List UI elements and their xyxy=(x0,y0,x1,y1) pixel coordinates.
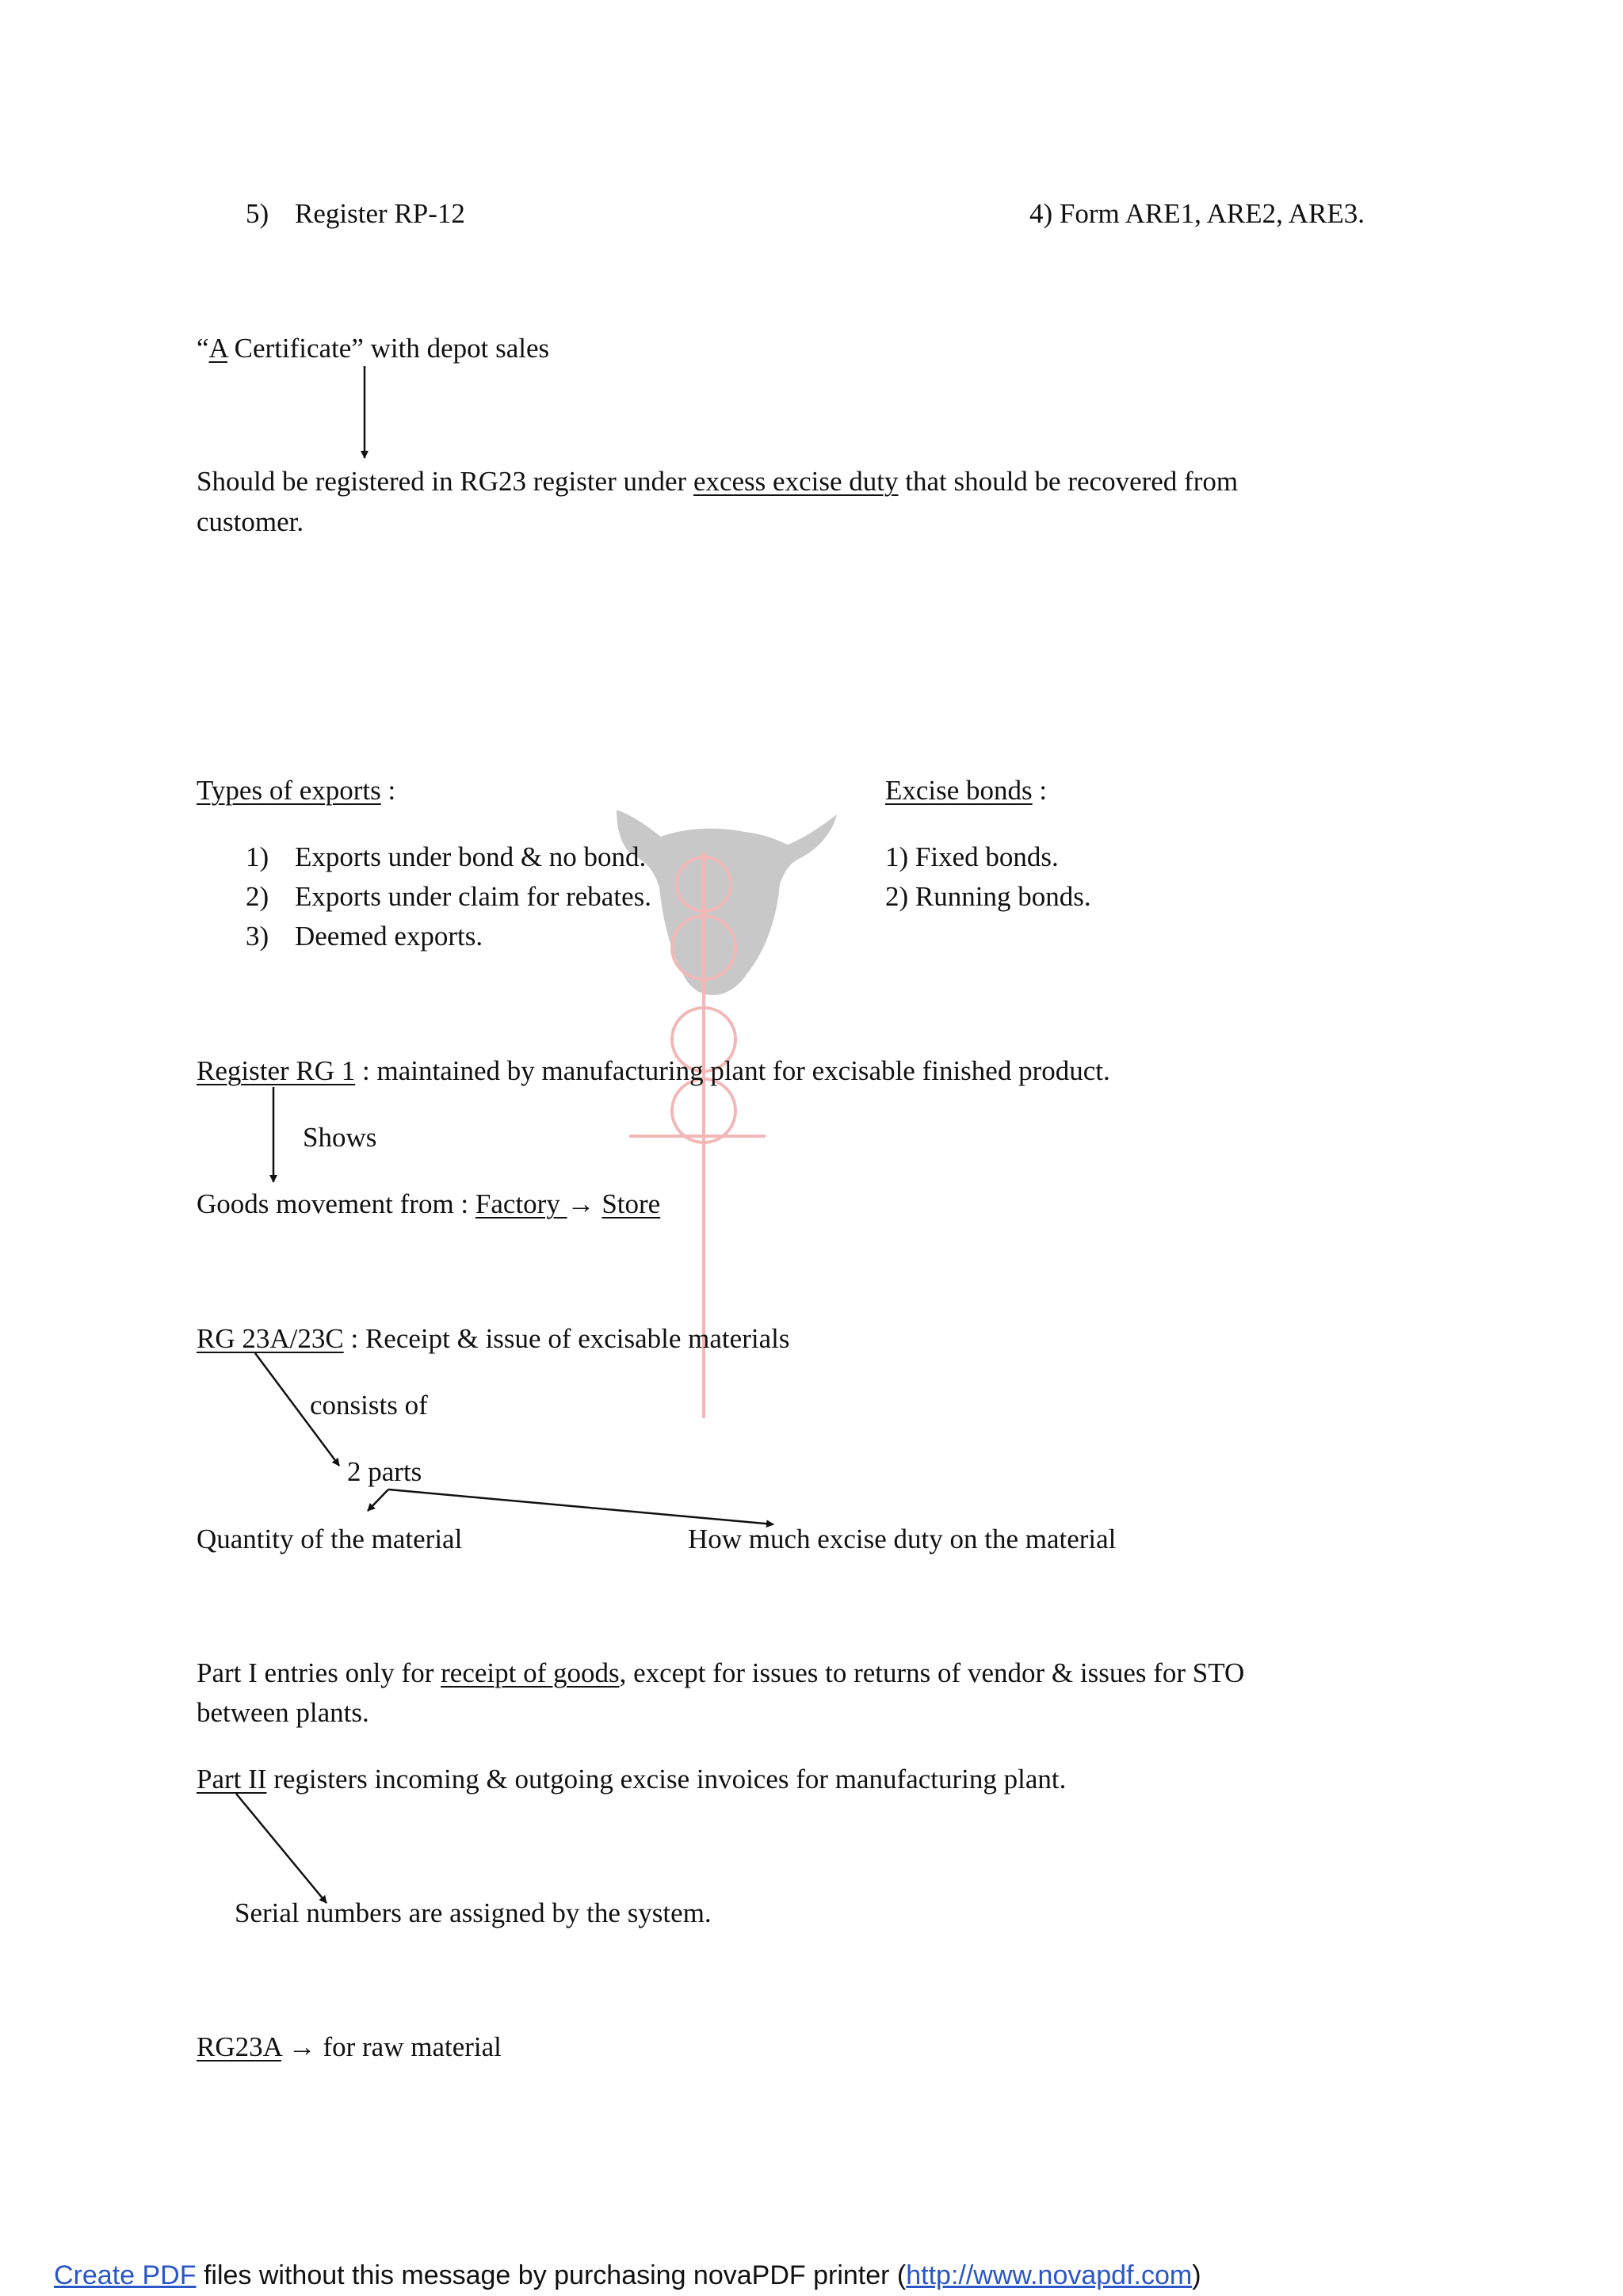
quantity-label: Quantity of the material xyxy=(197,1524,463,1554)
rg23-registration-line2: customer. xyxy=(197,506,304,537)
certificate-rest: Certificate” with depot sales xyxy=(227,333,550,364)
rg1-shows: Shows xyxy=(303,1122,377,1153)
part2-heading: Part II xyxy=(197,1764,267,1794)
novapdf-link[interactable]: http://www.novapdf.com xyxy=(906,2260,1193,2290)
exports-item-text: Exports under claim for rebates. xyxy=(295,881,651,912)
exports-heading-text: Types of exports xyxy=(197,775,381,806)
rg23a-raw-rest: → for raw material xyxy=(281,2031,502,2062)
consists-of-label: consists of xyxy=(310,1390,428,1421)
rg23-post: that should be recovered from xyxy=(898,466,1239,497)
part1-post: , except for issues to returns of vendor & issues for STO xyxy=(619,1657,1245,1688)
exports-item-number: 3) xyxy=(246,921,269,952)
bonds-item: 1) Fixed bonds. xyxy=(885,841,1059,872)
two-parts-label: 2 parts xyxy=(347,1456,422,1487)
certificate-a: A xyxy=(208,333,227,364)
bonds-item: 2) Running bonds. xyxy=(885,881,1091,912)
howmuch-label: How much excise duty on the material xyxy=(688,1524,1117,1554)
exports-item-text: Exports under bond & no bond. xyxy=(295,841,647,872)
receipt-of-goods: receipt of goods xyxy=(441,1657,620,1688)
part1-pre: Part I entries only for xyxy=(197,1657,441,1688)
right-arrow-icon: → xyxy=(567,1188,595,1219)
exports-heading xyxy=(197,775,395,807)
excess-excise-duty: excess excise duty xyxy=(693,466,899,497)
store-label: Store xyxy=(601,1188,661,1219)
arrow-to-howmuch xyxy=(388,1489,773,1524)
rg23a-rest: : Receipt & issue of excisable materials xyxy=(343,1323,790,1354)
item-number: 5) xyxy=(246,198,269,229)
rg23-pre: Should be registered in RG23 register under xyxy=(197,466,693,497)
footer-end: ) xyxy=(1192,2260,1201,2290)
serial-numbers-line: Serial numbers are assigned by the system. xyxy=(235,1897,712,1928)
bonds-heading xyxy=(885,775,1047,807)
bonds-colon: : xyxy=(1032,775,1048,806)
footer-text: files without this message by purchasing novaPDF printer ( xyxy=(196,2260,907,2290)
rg23a-raw-line xyxy=(197,2031,502,2063)
certificate-line xyxy=(197,333,549,364)
arrow-to-quantity xyxy=(368,1489,388,1511)
rg23a-raw-heading: RG23A xyxy=(197,2031,281,2062)
rg1-rest: : maintained by manufacturing plant for excisable finished product. xyxy=(355,1055,1110,1086)
bonds-heading-text: Excise bonds xyxy=(885,775,1033,806)
open-quote: “ xyxy=(197,333,209,364)
part2-line xyxy=(197,1764,1066,1795)
part1-line1 xyxy=(197,1657,1244,1689)
exports-colon: : xyxy=(380,775,396,806)
factory-label: Factory xyxy=(475,1188,567,1219)
arrow-part2-diag xyxy=(236,1794,327,1903)
part1-line2: between plants. xyxy=(197,1697,369,1728)
rg23a-line xyxy=(197,1323,789,1355)
goods-movement-line xyxy=(197,1188,660,1220)
part2-rest: registers incoming & outgoing excise invoices for manufacturing plant. xyxy=(266,1764,1067,1794)
rg1-heading: Register RG 1 xyxy=(197,1055,356,1086)
item-text: Register RP-12 xyxy=(295,198,465,229)
exports-item-text: Deemed exports. xyxy=(295,921,483,952)
exports-item xyxy=(246,921,483,952)
rg1-line xyxy=(197,1055,1110,1087)
exports-item-number: 2) xyxy=(246,881,269,912)
exports-item xyxy=(246,841,646,873)
rg23-registration-line1 xyxy=(197,466,1238,498)
rg23a-heading: RG 23A/23C xyxy=(197,1323,344,1354)
item-form-are: 4) Form ARE1, ARE2, ARE3. xyxy=(1029,198,1365,229)
create-pdf-link[interactable]: Create PDF xyxy=(54,2260,197,2290)
exports-item-number: 1) xyxy=(246,841,269,872)
exports-item xyxy=(246,881,651,913)
pdf-footer xyxy=(54,2260,1201,2291)
goods-movement-label: Goods movement from : xyxy=(197,1188,475,1219)
item-register-rp12 xyxy=(246,198,465,230)
